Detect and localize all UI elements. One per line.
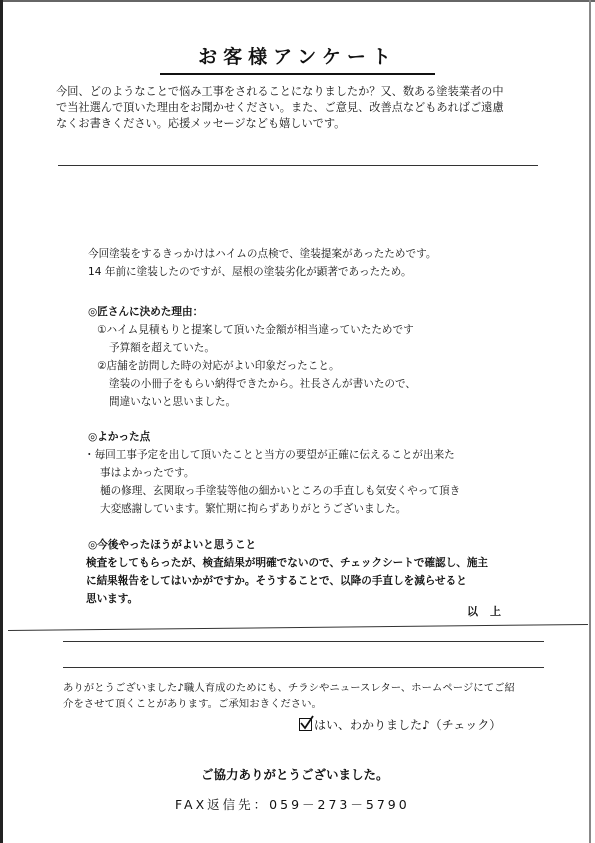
notice-line: 介をさせて頂くことがあります。ご承知おきください。: [63, 698, 322, 710]
answer-rule-line: [63, 667, 544, 668]
reason-heading: ◎匠さんに決めた理由：: [88, 306, 204, 318]
consent-checkbox-row[interactable]: [299, 716, 501, 733]
answer-line: ・毎回工事予定を出して頂いたことと当方の要望が正確に伝えることが出来た: [84, 449, 455, 461]
page-title: お客様アンケート: [160, 42, 435, 75]
question-line: なくお書きください。応援メッセージなども嬉しいです。: [56, 117, 346, 130]
signature-closing: 以上: [467, 605, 513, 618]
question-line: で当社選んで頂いた理由をお聞かせください。また、ご意見、改善点などもあればご遠慮: [56, 101, 504, 114]
consent-checkbox[interactable]: [299, 718, 312, 731]
consent-label: はい、わかりました♪（チェック）: [314, 718, 502, 732]
answer-line: 予算額を超えていた。: [109, 342, 215, 354]
checkmark-icon: [299, 715, 315, 731]
answer-rule-line: [58, 165, 538, 166]
notice-line: ありがとうございました♪職人育成のためにも、チラシやニュースレター、ホームページにてご紹: [63, 682, 515, 694]
divider-line: [8, 624, 588, 631]
answer-line: 間違いないと思いました。: [109, 396, 237, 408]
improvement-heading: ◎今後やったほうがよいと思うこと: [88, 539, 257, 551]
answer-line: 14 年前に塗装したのですが、屋根の塗装劣化が顕著であったため。: [88, 266, 412, 278]
answer-line: 樋の修理、玄関取っ手塗装等他の細かいところの手直しも気安くやって頂き: [100, 485, 461, 497]
reason-section: [88, 303, 416, 411]
page-border-top: [0, 0, 595, 2]
answer-line: 事はよかったです。: [100, 467, 195, 479]
improvement-section: [88, 536, 488, 608]
good-points-heading: ◎よかった点: [88, 431, 151, 443]
answer-line: 今回塗装をするきっかけはハイムの点検で、塗装提案があったためです。: [88, 248, 437, 260]
publicity-notice: [63, 680, 515, 712]
answer-line: に結果報告をしてはいかがですか。そうすることで、以降の手直しを減らせると: [86, 575, 467, 587]
answer-line: 思います。: [86, 593, 139, 605]
survey-question: [56, 84, 546, 132]
answer-line: 大変感謝しています。繁忙期に拘らずありがとうございました。: [100, 503, 407, 515]
page-border-left: [0, 0, 3, 843]
answer-line: 塗装の小冊子をもらい納得できたから。社長さんが書いたので、: [109, 378, 417, 390]
answer-rule-line: [63, 641, 544, 642]
answer-line: 検査をしてもらったが、検査結果が明確でないので、チェックシートで確認し、施主: [86, 557, 489, 569]
good-points-section: [84, 428, 461, 518]
answer-line: ②店舗を訪問した時の対応がよい印象だったこと。: [97, 360, 340, 372]
fax-number: FAX返信先：059－273－5790: [175, 797, 410, 812]
question-line: 今回、どのようなことで悩み工事をされることになりましたか？又、数ある塗装業者の中: [56, 85, 504, 98]
page-border-right: [589, 0, 591, 843]
thanks-message: ご協力ありがとうございました。: [201, 767, 389, 782]
answer-opening: [88, 245, 436, 281]
answer-line: ①ハイム見積もりと提案して頂いた金額が相当違っていたためです: [97, 324, 414, 336]
